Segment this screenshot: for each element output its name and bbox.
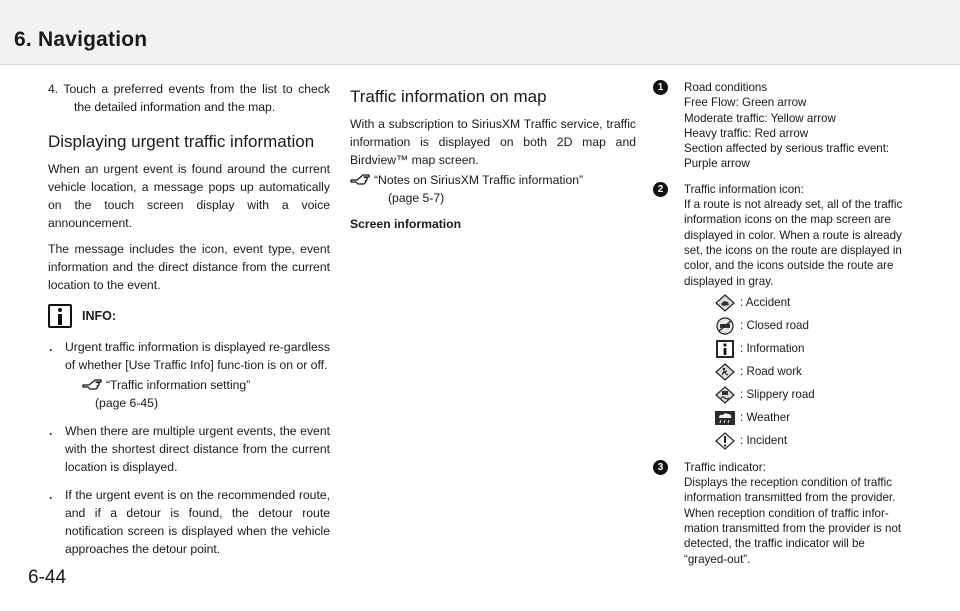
callout-line: Traffic information icon: — [684, 182, 804, 196]
callout-line: Road conditions — [684, 81, 768, 94]
closed-road-icon — [714, 317, 736, 335]
icon-label: : Slippery road — [740, 388, 815, 402]
callout-line: When reception condition of traffic infor- — [684, 506, 889, 520]
info-bullet: . When there are multiple urgent events, the event with the shortest direct distance from the current location is displayed. — [49, 424, 330, 474]
callout-1 — [653, 80, 928, 172]
traffic-icon-row — [714, 409, 928, 427]
traffic-icon-row — [714, 386, 928, 404]
callout-line: mation transmitted from the provider is not — [684, 522, 902, 536]
icon-label: : Information — [740, 342, 805, 356]
paragraph: When an urgent event is found around the current vehicle location, a message pops up automatically on the touch screen display with a voice announcement. — [48, 162, 330, 230]
traffic-icon-row — [714, 363, 928, 381]
paragraph: The message includes the icon, event type, event information and the direct distance from the current location to the event. — [48, 242, 330, 292]
traffic-icon-row — [714, 340, 928, 358]
icon-label: : Incident — [740, 434, 788, 448]
bullet-text: If the urgent event is on the recommended route, and if a detour is found, the detour route notification screen is displayed when the vehicle approaches the detour point. — [65, 488, 330, 556]
traffic-icon-row — [714, 432, 928, 450]
callout-line: Section affected by serious traffic event: — [684, 142, 890, 156]
callout-line: information icons on the map screen are — [684, 213, 891, 227]
reference-page: (page 5-7) — [388, 191, 445, 205]
slippery-road-icon — [714, 386, 736, 404]
callout-line: If a route is not already set, all of the traffic — [684, 198, 903, 212]
chapter-title: 6. Navigation — [14, 28, 148, 51]
callout-line: “grayed-out”. — [684, 552, 751, 566]
callout-number: 1 — [653, 80, 668, 95]
road-work-icon — [714, 363, 736, 381]
traffic-icon-row — [714, 294, 928, 312]
callout-2 — [653, 182, 928, 450]
page-header — [0, 0, 960, 65]
page-reference[interactable] — [82, 376, 330, 394]
page-number: 6-44 — [28, 567, 67, 588]
subheading-screen-information: Screen information — [350, 217, 462, 231]
callout-line: Traffic indicator: — [684, 460, 766, 474]
column-right — [653, 80, 928, 577]
traffic-icon-row — [714, 317, 928, 335]
callout-line: displayed in gray. — [684, 274, 774, 288]
information-icon — [714, 340, 736, 358]
info-icon — [48, 304, 72, 328]
info-heading — [48, 304, 330, 328]
reference-page: (page 6-45) — [95, 396, 159, 410]
section-title-traffic-map: Traffic information on map — [350, 87, 547, 106]
icon-label: : Closed road — [740, 319, 809, 333]
pointing-hand-icon — [350, 171, 370, 187]
reference-text: “Traffic information setting” — [106, 378, 251, 392]
page-reference[interactable] — [350, 171, 636, 189]
icon-label: : Road work — [740, 365, 802, 379]
callout-line: Heavy traffic: Red arrow — [684, 126, 809, 140]
callout-line: Free Flow: Green arrow — [684, 96, 807, 110]
callout-line: Purple arrow — [684, 157, 750, 171]
pointing-hand-icon — [82, 376, 102, 392]
step-4: 4. Touch a preferred events from the list to check the detailed information and the map. — [48, 82, 330, 114]
info-bullet: . Urgent traffic information is displayed re-gardless of whether [Use Traffic Info] func-tion is on or off. “Traffic information setting” (page 6-45) — [49, 340, 330, 410]
info-label: INFO: — [82, 309, 117, 323]
callout-line: color, and the icons outside the route are — [684, 259, 894, 273]
callout-line: Displays the reception condition of traffic — [684, 476, 892, 490]
callout-line: displayed in color. When a route is already — [684, 228, 902, 242]
reference-text: “Notes on SiriusXM Traffic information” — [374, 173, 584, 187]
callout-line: Moderate traffic: Yellow arrow — [684, 111, 836, 125]
callout-line: information transmitted from the provider. — [684, 491, 896, 505]
traffic-icon-list — [684, 294, 928, 450]
weather-icon — [714, 409, 736, 427]
callout-line: set, the icons on the route are displayed in — [684, 243, 902, 257]
callout-line: detected, the traffic indicator will be — [684, 537, 865, 551]
icon-label: : Accident — [740, 296, 791, 310]
section-title-urgent: Displaying urgent traffic information — [48, 132, 315, 151]
callout-number: 3 — [653, 460, 668, 475]
callout-number: 2 — [653, 182, 668, 197]
icon-label: : Weather — [740, 411, 791, 425]
column-middle — [350, 80, 636, 233]
info-bullet: . If the urgent event is on the recommended route, and if a detour is found, the detour route notification screen is displayed when the vehicle approaches the detour point. — [49, 488, 330, 556]
bullet-text: Urgent traffic information is displayed re-gardless of whether [Use Traffic Info] func-tion is on or off. — [65, 340, 330, 372]
callout-3 — [653, 460, 928, 567]
bullet-text: When there are multiple urgent events, the event with the shortest direct distance from the current location is displayed. — [65, 424, 330, 474]
column-left — [48, 80, 330, 568]
paragraph: With a subscription to SiriusXM Traffic service, traffic information is displayed on both 2D map and Birdview™ map screen. — [350, 117, 636, 167]
accident-icon — [714, 294, 736, 312]
incident-icon — [714, 432, 736, 450]
